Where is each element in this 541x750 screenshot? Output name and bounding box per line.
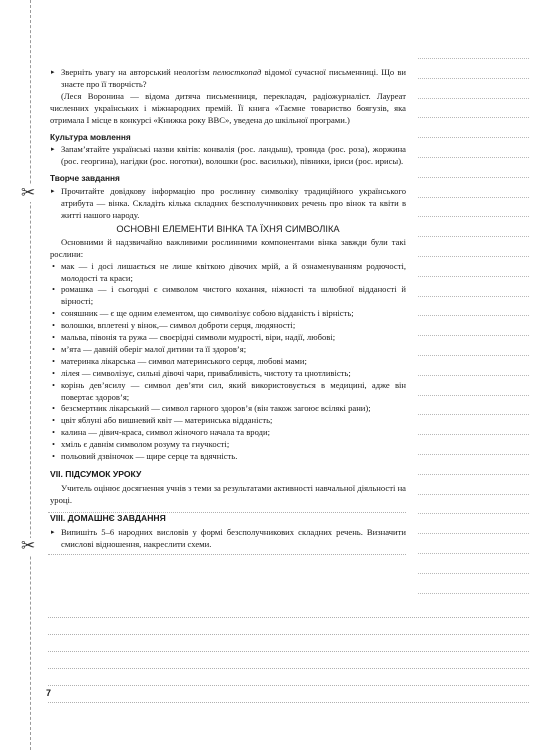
cut-line xyxy=(30,0,31,750)
summary-title: VII. ПІДСУМОК УРОКУ xyxy=(50,469,142,479)
creative-text: ▸ Прочитайте довідкову інформацію про рослинну символіку традиційного українського атрибута — вінка. Складіть кілька складних безсполучникових речень про вінок та квіти в житті нашого народу. xyxy=(50,186,406,222)
note-line xyxy=(418,117,529,118)
note-line xyxy=(418,216,529,217)
note-line xyxy=(418,434,529,435)
culture-text: ▸ Запам’ятайте українські назви квітів: конвалія (рос. ландыш), троянда (рос. роза), жоржина (рос. георгина), нагідки (рос. ноготки), волошки (рос. васильки), півники, іриси (рос. ирисы). xyxy=(50,144,406,168)
wreath-heading: ОСНОВНІ ЕЛЕМЕНТИ ВІНКА ТА ЇХНЯ СИМВОЛІКА xyxy=(116,223,340,234)
scissors-icon: ✂ xyxy=(21,536,36,556)
page-number: 7 xyxy=(46,688,52,698)
list-item: • материнка лікарська — символ материнського серця, любові мами; xyxy=(50,356,406,368)
homework-title: VIII. ДОМАШНЄ ЗАВДАННЯ xyxy=(50,512,166,523)
note-line xyxy=(418,494,529,495)
note-line xyxy=(418,157,529,158)
list-item: • волошки, вплетені у вінок,— символ доброти серця, людяності; xyxy=(50,320,406,332)
wreath-intro: Основними й надзвичайно важливими рослинними компонентами вінка завжди були такі рослини: xyxy=(50,236,406,259)
note-line xyxy=(418,355,529,356)
note-line xyxy=(418,98,529,99)
note-line xyxy=(418,553,529,554)
note-line xyxy=(418,513,529,514)
list-item: • мальва, півонія та ружа — своєрідні символи мудрості, віри, надії, любові; xyxy=(50,332,406,344)
task-question: ▸ Зверніть увагу на авторський неологізм пелюсткопад відомої сучасної письменниці. Що ви знаєте про її творчість? xyxy=(50,67,406,91)
culture-title: Культура мовлення xyxy=(50,131,131,142)
note-line xyxy=(418,454,529,455)
note-line xyxy=(418,474,529,475)
note-line xyxy=(418,573,529,574)
list-item: • ромашка — і сьогодні є символом чистого кохання, ніжності та шлюбної відданості й вірності; xyxy=(50,284,406,308)
note-line xyxy=(418,78,529,79)
note-line xyxy=(418,375,529,376)
note-line xyxy=(418,315,529,316)
note-line xyxy=(418,236,529,237)
note-line xyxy=(418,137,529,138)
summary-text: Учитель оцінює досягнення учнів з теми за результатами активності навчальної діяльності на уроці. xyxy=(50,482,406,505)
wreath-list xyxy=(50,261,406,463)
note-line xyxy=(418,395,529,396)
note-line xyxy=(418,335,529,336)
note-line xyxy=(418,593,529,594)
list-item: • лілея — символізує, сильні дівочі чари, привабливість, чистоту та цнотливість; xyxy=(50,368,406,380)
list-item: • соняшник — є ще одним елементом, що символізує собою відданість і вірність; xyxy=(50,308,406,320)
note-line xyxy=(418,197,529,198)
list-item: • корінь дев’ясилу — символ дев’яти сил, який використовується в медицині, адже він повертає здоров’я; xyxy=(50,380,406,404)
homework-text: ▸ Випишіть 5–6 народних висловів у формі безсполучникових складних речень. Визначити смислові відношення, накреслити схеми. xyxy=(50,527,406,551)
list-item: • мак — і досі лишається не лише квіткою дівочих мрій, а й ознаменуванням родючості, молодості та краси; xyxy=(50,261,406,285)
list-item: • безсмертник лікарський — символ гарного здоров’я (він також загоює всілякі рани); xyxy=(50,403,406,415)
note-line xyxy=(418,177,529,178)
divider xyxy=(48,512,406,513)
note-line xyxy=(418,276,529,277)
list-item: • цвіт яблуні або вишневий квіт — материнська відданість; xyxy=(50,415,406,427)
list-item: • калина — дівич-краса, символ жіночого начала та вроди; xyxy=(50,427,406,439)
list-item: • польовий дзвіночок — щире серце та вдячність. xyxy=(50,451,406,463)
list-item: • м’ята — давній оберіг малої дитини та її здоров’я; xyxy=(50,344,406,356)
note-line xyxy=(418,414,529,415)
creative-title: Творче завдання xyxy=(50,173,120,184)
scissors-icon: ✂ xyxy=(21,183,36,203)
divider xyxy=(48,554,406,555)
note-line xyxy=(418,533,529,534)
notes-margin xyxy=(418,58,529,612)
neologism: пелюсткопад xyxy=(212,67,262,77)
page-content xyxy=(50,67,406,550)
task-answer: (Леся Воронина — відома дитяча письменниця, перекладач, радіожурналіст. Лауреат численних українських і міжнародних премій. Її книга «Таємне товариство боягузів, яка отримала I місце в конкурсі «Книжка року ВВС», уведена до шкільної програми.) xyxy=(50,90,406,125)
list-item: • хміль є давнім символом розуму та гнучкості; xyxy=(50,439,406,451)
note-line xyxy=(418,256,529,257)
note-line xyxy=(418,58,529,59)
note-line xyxy=(418,296,529,297)
